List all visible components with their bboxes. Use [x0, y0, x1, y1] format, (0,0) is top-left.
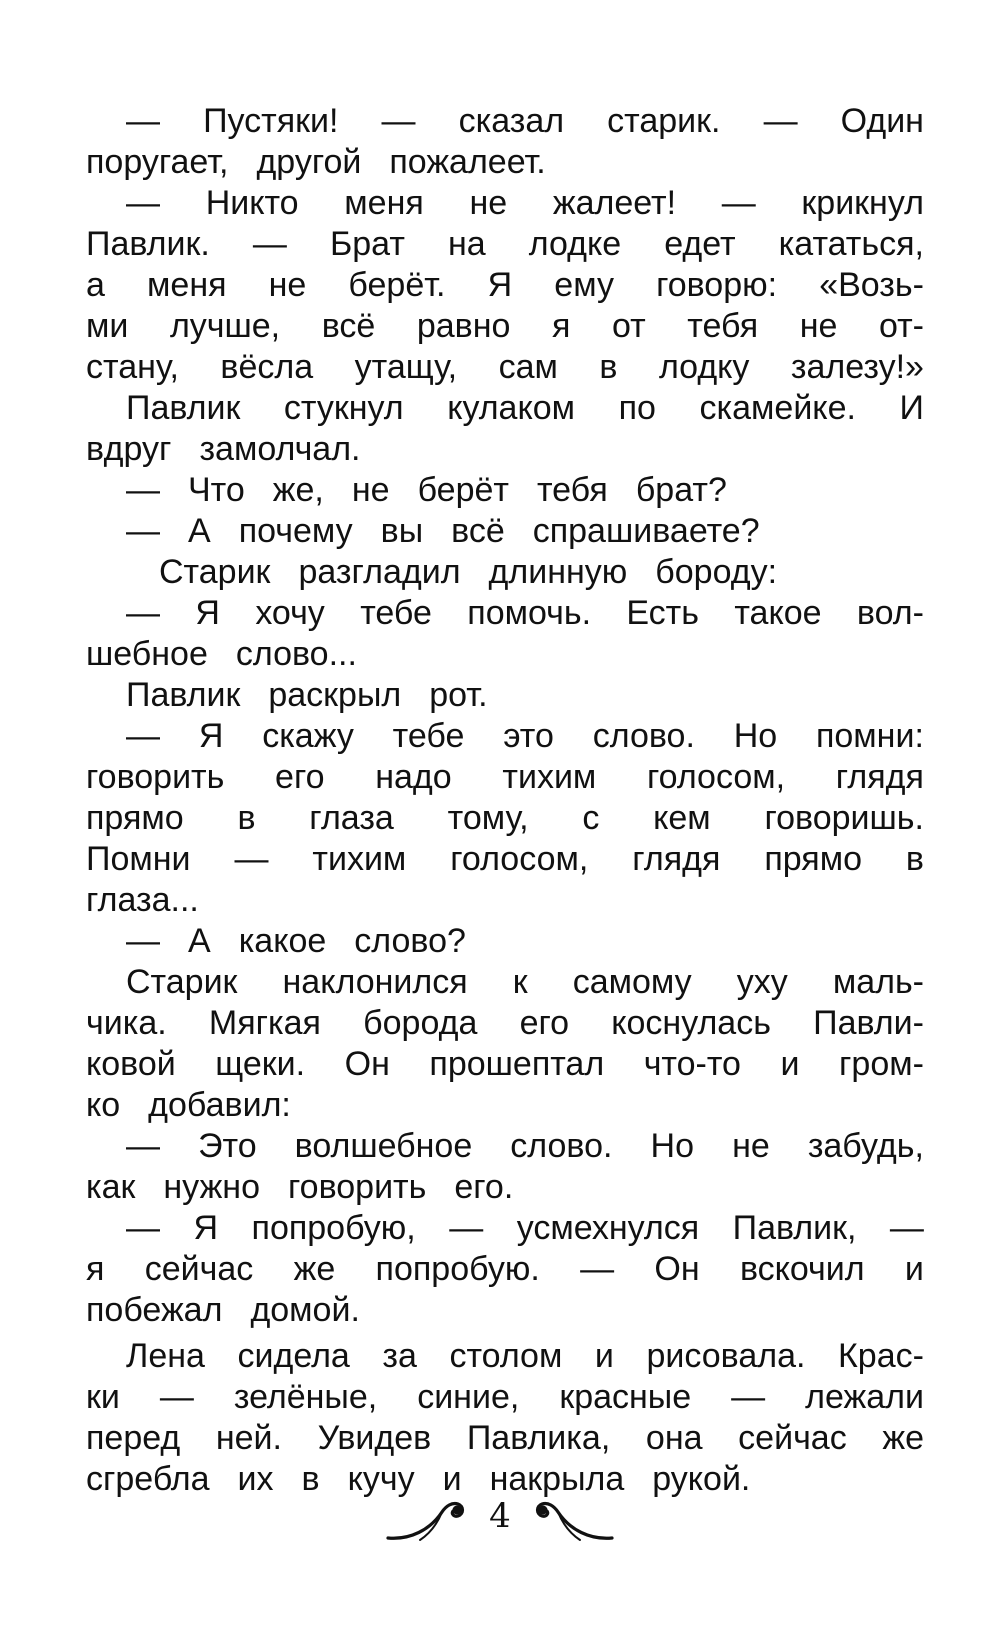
text-line: — Никто меня не жалеет! — крикнул	[126, 184, 924, 222]
text-line: Старик разгладил длинную бороду:	[159, 553, 778, 591]
text-line: Павлик раскрыл рот.	[126, 676, 488, 714]
text-line: Лена сидела за столом и рисовала. Крас-	[126, 1337, 924, 1375]
text-line: стану, вёсла утащу, сам в лодку залезу!»	[86, 348, 924, 386]
text-line: — А почему вы всё спрашиваете?	[126, 512, 760, 550]
text-line: побежал домой.	[86, 1291, 360, 1329]
text-line: Помни — тихим голосом, глядя прямо в	[86, 840, 924, 878]
text-line: — Я попробую, — усмехнулся Павлик, —	[126, 1209, 924, 1247]
text-line: — Я хочу тебе помочь. Есть такое вол-	[126, 594, 924, 632]
text-line: Старик наклонился к самому уху маль-	[126, 963, 924, 1001]
text-line: — А какое слово?	[126, 922, 466, 960]
text-line: прямо в глаза тому, с кем говоришь.	[86, 799, 924, 837]
text-line: — Что же, не берёт тебя брат?	[126, 471, 727, 509]
text-line: ко добавил:	[86, 1086, 291, 1124]
text-line: — Пустяки! — сказал старик. — Один	[126, 102, 924, 140]
text-line: а меня не берёт. Я ему говорю: «Возь-	[86, 266, 924, 304]
text-line: ковой щеки. Он прошептал что-то и гром-	[86, 1045, 924, 1083]
text-line: Павлик стукнул кулаком по скамейке. И	[126, 389, 924, 427]
text-line: перед ней. Увидев Павлика, она сейчас же	[86, 1419, 924, 1457]
text-line: говорить его надо тихим голосом, глядя	[86, 758, 924, 796]
page-folio	[380, 1490, 620, 1550]
text-line: шебное слово...	[86, 635, 357, 673]
text-line: ки — зелёные, синие, красные — лежали	[86, 1378, 924, 1416]
body-text	[86, 101, 924, 1500]
text-line: — Я скажу тебе это слово. Но помни:	[126, 717, 924, 755]
text-line: я сейчас же попробую. — Он вскочил и	[86, 1250, 924, 1288]
page-number: 4	[489, 1496, 511, 1536]
text-line: ми лучше, всё равно я от тебя не от-	[86, 307, 924, 345]
text-line: поругает, другой пожалеет.	[86, 143, 546, 181]
text-line: Павлик. — Брат на лодке едет кататься,	[86, 225, 924, 263]
text-line: — Это волшебное слово. Но не забудь,	[126, 1127, 924, 1165]
text-line: вдруг замолчал.	[86, 430, 361, 468]
text-line: чика. Мягкая борода его коснулась Павли-	[86, 1004, 924, 1042]
text-line: как нужно говорить его.	[86, 1168, 514, 1206]
text-line: глаза...	[86, 881, 199, 919]
text-line: сгребла их в кучу и накрыла рукой.	[86, 1460, 751, 1498]
